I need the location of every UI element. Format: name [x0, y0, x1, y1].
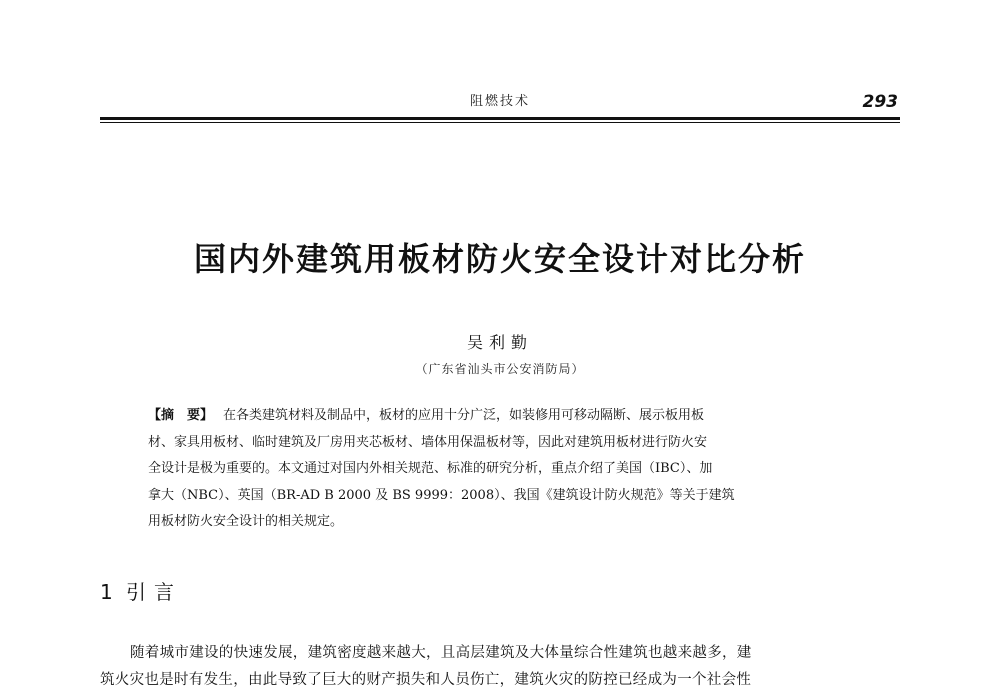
abstract-line: 拿大（NBC）、英国（BR-AD B 2000 及 BS 9999：2008）、我国《建筑设计防火规范》等关于建筑: [148, 487, 735, 503]
section-number: 1: [100, 580, 113, 604]
article-title: 国内外建筑用板材防火安全设计对比分析: [193, 240, 806, 278]
abstract-text: 在各类建筑材料及制品中，板材的应用十分广泛，如装修用可移动隔断、展示板用板: [223, 408, 705, 423]
section-heading: [100, 576, 182, 605]
section-title: 引言: [126, 580, 182, 604]
abstract-line: 材、家具用板材、临时建筑及厂房用夹芯板材、墙体用保温板材等，因此对建筑用板材进行防火安: [148, 434, 708, 450]
header-rule-thick: [100, 117, 900, 120]
abstract-line: [148, 403, 852, 430]
abstract-label: 【摘 要】: [148, 408, 214, 423]
abstract-line: 全设计是极为重要的。本文通过对国内外相关规范、标准的研究分析，重点介绍了美国（IBC）、加: [148, 461, 713, 477]
running-header: 阻燃技术: [469, 94, 530, 109]
abstract-block: [148, 403, 852, 536]
author-name: 吴利勤: [466, 333, 533, 352]
body-line: 筑火灾也是时有发生，由此导致了巨大的财产损失和人员伤亡，建筑火灾的防控已经成为一个社会性: [100, 672, 752, 688]
body-line: 随着城市建设的快速发展，建筑密度越来越大，且高层建筑及大体量综合性建筑也越来越多，建: [130, 645, 752, 661]
abstract-line: 用板材防火安全设计的相关规定。: [148, 514, 344, 530]
author-affiliation: （广东省汕头市公安消防局）: [415, 362, 585, 376]
page-number: 293: [862, 92, 898, 112]
body-paragraph: [100, 640, 900, 694]
header-rule-thin: [100, 122, 900, 123]
